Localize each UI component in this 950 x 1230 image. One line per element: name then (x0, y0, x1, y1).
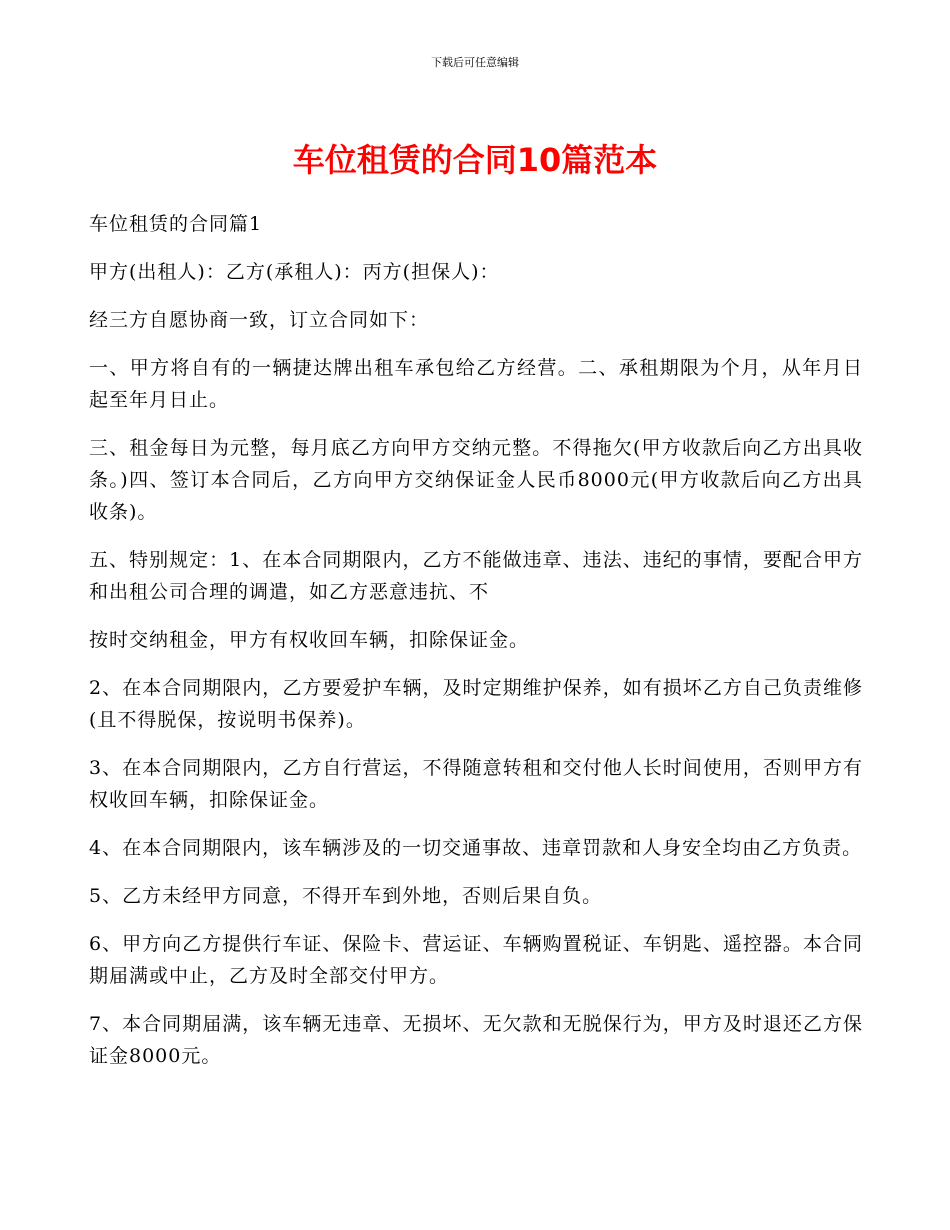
clause-5-special: 五、特别规定：1、在本合同期限内，乙方不能做违章、违法、违纪的事情，要配合甲方和出租公司合理的调遣，如乙方恶意违抗、不 (89, 549, 863, 603)
special-rule-5: 5、乙方未经甲方同意，不得开车到外地，否则后果自负。 (89, 885, 603, 907)
clause-1-2: 一、甲方将自有的一辆捷达牌出租车承包给乙方经营。二、承租期限为个月，从年月日起至年月日止。 (89, 357, 863, 411)
special-rule-4: 4、在本合同期限内，该车辆涉及的一切交通事故、违章罚款和人身安全均由乙方负责。 (89, 837, 863, 859)
clause-5-continued: 按时交纳租金，甲方有权收回车辆，扣除保证金。 (89, 629, 530, 651)
agreement-intro: 经三方自愿协商一致，订立合同如下： (89, 309, 430, 331)
parties-line: 甲方(出租人)：乙方(承租人)：丙方(担保人)： (89, 261, 500, 283)
section-heading: 车位租赁的合同篇1 (89, 213, 263, 235)
document-title: 车位租赁的合同10篇范本 (292, 141, 658, 179)
special-rule-2: 2、在本合同期限内，乙方要爱护车辆，及时定期维护保养，如有损坏乙方自己负责维修(且不得脱保，按说明书保养)。 (89, 677, 863, 731)
page-header-note: 下载后可任意编辑 (431, 56, 519, 69)
special-rule-6: 6、甲方向乙方提供行车证、保险卡、营运证、车辆购置税证、车钥匙、遥控器。本合同期届满或中止，乙方及时全部交付甲方。 (89, 933, 863, 987)
document-body (89, 208, 863, 1088)
special-rule-7: 7、本合同期届满，该车辆无违章、无损坏、无欠款和无脱保行为，甲方及时退还乙方保证金8000元。 (89, 1013, 863, 1067)
special-rule-3: 3、在本合同期限内，乙方自行营运，不得随意转租和交付他人长时间使用，否则甲方有权收回车辆，扣除保证金。 (89, 757, 863, 811)
clause-3-4: 三、租金每日为元整，每月底乙方向甲方交纳元整。不得拖欠(甲方收款后向乙方出具收条。)四、签订本合同后，乙方向甲方交纳保证金人民币8000元(甲方收款后向乙方出具收条)。 (89, 437, 863, 523)
